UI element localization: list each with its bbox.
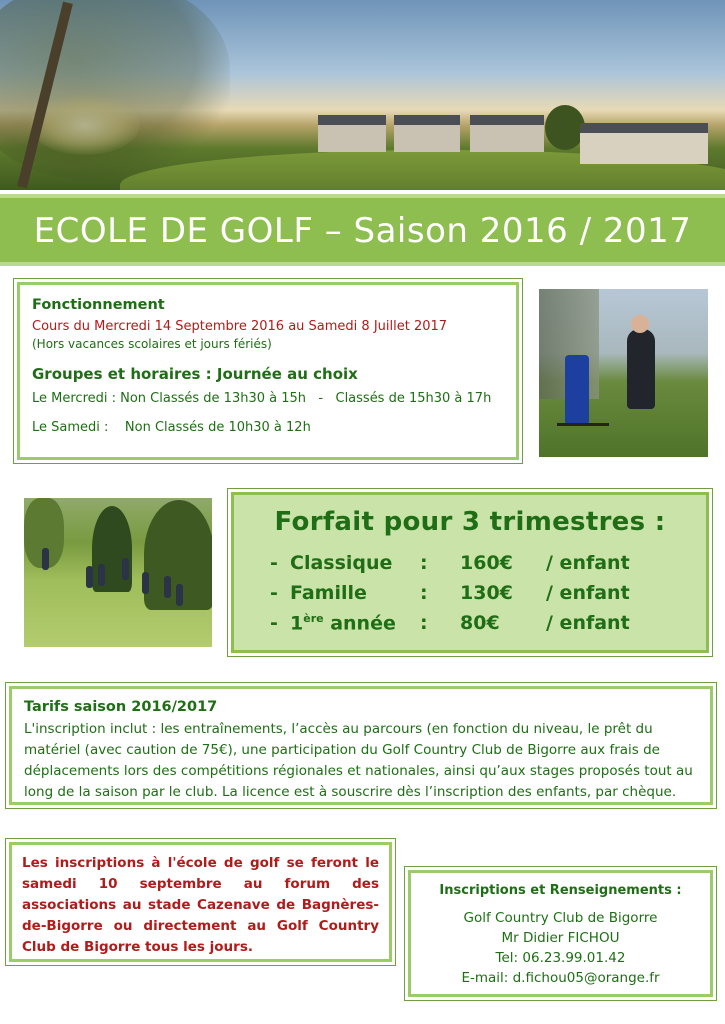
- row-unit: / enfant: [546, 582, 630, 604]
- row-unit: / enfant: [546, 612, 630, 634]
- page-title: ECOLE DE GOLF – Saison 2016 / 2017: [33, 211, 692, 251]
- row-separator: :: [420, 612, 428, 634]
- golfer-figure: [627, 329, 655, 409]
- clubhouse-main-building: [580, 132, 708, 164]
- fonctionnement-heading: Fonctionnement: [32, 297, 165, 313]
- inscriptions-box: [9, 842, 392, 962]
- contact-phone: Tel: 06.23.99.01.42: [495, 950, 626, 966]
- header-photo-golf-course: [0, 0, 725, 190]
- child-figure: [176, 584, 183, 606]
- contact-club: Golf Country Club de Bigorre: [463, 910, 658, 926]
- child-figure: [98, 564, 105, 586]
- row-price: 80€: [460, 612, 500, 634]
- row-label: Famille: [290, 582, 367, 604]
- wednesday-schedule: Le Mercredi : Non Classés de 13h30 à 15h - Classés de 15h30 à 17h: [32, 391, 492, 406]
- groups-heading: Groupes et horaires : Journée au choix: [32, 365, 358, 383]
- forfait-heading: Forfait pour 3 trimestres :: [274, 507, 666, 537]
- row-unit: / enfant: [546, 552, 630, 574]
- row-dash: -: [270, 582, 278, 604]
- tarifs-box: [9, 686, 713, 805]
- child-figure: [164, 576, 171, 598]
- tarifs-heading: Tarifs saison 2016/2017: [24, 699, 218, 715]
- child-figure: [142, 572, 149, 594]
- golf-trolley: [557, 401, 609, 426]
- clubhouse-building: [470, 124, 544, 152]
- row-price: 160€: [460, 552, 513, 574]
- child-figure: [86, 566, 93, 588]
- saturday-schedule: Le Samedi : Non Classés de 10h30 à 12h: [32, 420, 311, 435]
- contact-box: [408, 870, 713, 997]
- contact-person: Mr Didier FICHOU: [501, 930, 620, 946]
- inscriptions-text: Les inscriptions à l'école de golf se feront le samedi 10 septembre au forum des associations au stade Cazenave de Bagnères-de-Bigorre ou directement au Golf Country Club de Bigorre tous les jours.: [22, 855, 379, 955]
- label-rest: année: [323, 612, 396, 635]
- tarifs-text: L'inscription inclut : les entraînements, l’accès au parcours (en fonction du niveau, le prêt du matériel (avec caution de 75€), une participation du Golf Country Club de Bigorre aux frais de déplacements lors des compétitions régionales et nationales, ainsi qu’aux stages proposés tout au long de la saison par le club. La licence est à souscrire dès l’inscription des enfants, par chèque.: [24, 721, 693, 800]
- photo-kids-on-course: [24, 498, 212, 647]
- title-banner: [0, 194, 725, 266]
- forfait-box: [231, 492, 709, 653]
- label-superscript: ère: [303, 612, 324, 625]
- contact-email: E-mail: d.fichou05@orange.fr: [461, 970, 660, 986]
- row-separator: :: [420, 582, 428, 604]
- row-dash: -: [270, 552, 278, 574]
- row-label: Classique: [290, 552, 393, 574]
- row-dash: -: [270, 612, 278, 634]
- photo-young-golfer: [539, 289, 708, 457]
- contact-heading: Inscriptions et Renseignements :: [439, 883, 682, 898]
- fonctionnement-box: [17, 282, 519, 460]
- clubhouse-building: [318, 124, 386, 152]
- child-figure: [122, 558, 129, 580]
- row-price: 130€: [460, 582, 513, 604]
- clubhouse-building: [394, 124, 460, 152]
- course-dates: Cours du Mercredi 14 Septembre 2016 au Samedi 8 Juillet 2017: [32, 319, 448, 334]
- holidays-note: (Hors vacances scolaires et jours fériés): [32, 337, 272, 351]
- label-number: 1: [290, 612, 304, 635]
- row-label: [290, 612, 396, 634]
- row-separator: :: [420, 552, 428, 574]
- golfer-head: [631, 315, 649, 333]
- child-figure: [42, 548, 49, 570]
- tree-cluster: [545, 105, 585, 150]
